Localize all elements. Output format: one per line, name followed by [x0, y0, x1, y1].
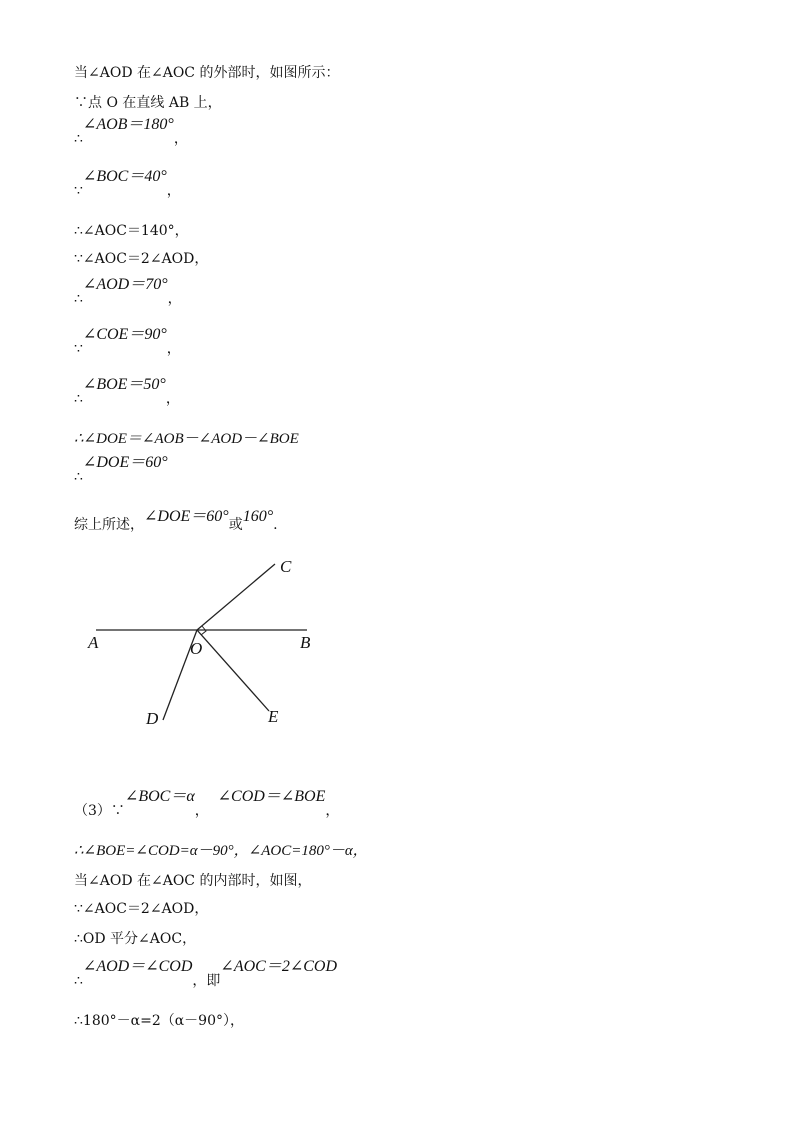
line-2: ∵点 O 在直线 AB 上， [74, 95, 222, 111]
line-3: ∴∠AOB＝180°， [74, 116, 188, 147]
line-12: 综上所述，∠DOE＝60°或160°. [74, 508, 278, 533]
ray-oe [197, 630, 269, 711]
label-d: D [146, 709, 159, 728]
ray-oc [197, 564, 275, 630]
line-14: ∴∠BOE=∠COD=α－90°，∠AOC=180°－α， [74, 843, 368, 859]
line-7: ∴∠AOD＝70°， [74, 276, 182, 307]
label-a: A [88, 633, 99, 652]
label-b: B [300, 633, 311, 652]
line-19: ∴180°－α=2（α－90°）， [74, 1013, 244, 1029]
line-16: ∵∠AOC＝2∠AOD， [74, 901, 209, 917]
line-8: ∵∠COE＝90°， [74, 326, 181, 357]
line-1: 当∠AOD 在∠AOC 的外部时，如图所示： [74, 65, 340, 81]
line-10: ∴∠DOE＝∠AOB－∠AOD－∠BOE [74, 431, 299, 447]
line-18: ∴∠AOD＝∠COD，即∠AOC＝2∠COD [74, 958, 338, 989]
line-11: ∴∠DOE＝60° [74, 454, 168, 485]
line-6: ∵∠AOC＝2∠AOD， [74, 251, 209, 267]
line-13: （3）∵∠BOC＝α， ∠COD＝∠BOE， [74, 788, 340, 819]
label-e: E [268, 707, 279, 726]
line-9: ∴∠BOE＝50°， [74, 376, 180, 407]
label-o: O [190, 639, 203, 658]
line-4: ∵∠BOC＝40°， [74, 168, 181, 199]
label-c: C [280, 557, 292, 576]
line-15: 当∠AOD 在∠AOC 的内部时，如图， [74, 873, 312, 889]
line-17: ∴OD 平分∠AOC， [74, 931, 197, 947]
line-5: ∴∠AOC＝140°， [74, 223, 189, 239]
